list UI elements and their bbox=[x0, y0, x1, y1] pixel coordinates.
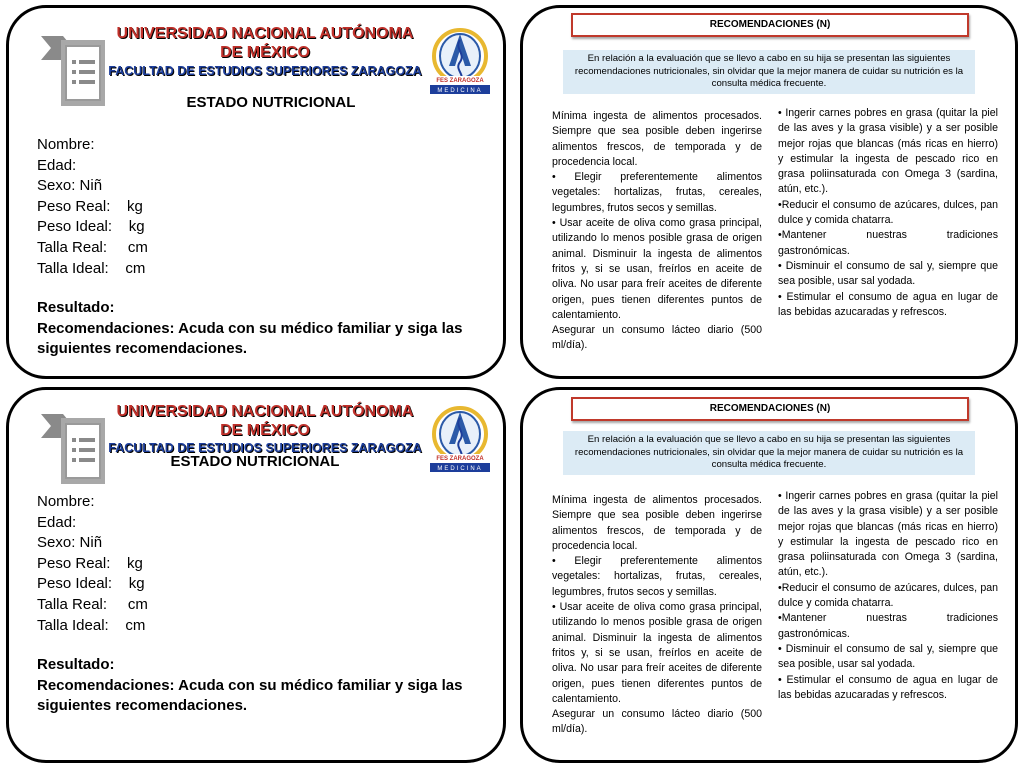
fes-zaragoza-logo bbox=[427, 404, 493, 474]
field-nombre: Nombre: bbox=[37, 493, 95, 510]
recommendations-card-1 bbox=[520, 5, 1018, 379]
recommendations-text: Recomendaciones: Acuda con su médico familiar y siga las siguientes recomendaciones. bbox=[37, 676, 463, 715]
recommendation-item: • Estimular el consumo de agua en lugar de las bebidas azucaradas y refrescos. bbox=[778, 290, 998, 318]
recommendation-item: •Reducir el consumo de azúcares, dulces, pan dulce y comida chatarra. bbox=[778, 581, 998, 610]
recommendation-item: • Usar aceite de oliva como grasa principal, utilizando lo menos posible grasa de origen animal. Disminuir la ingesta de alimentos fritos y, si se usan, freírlos en aceite de oliva. No usar para freír aceites de diferente origen, pues tienen diferentes puntos de calentamiento. bbox=[552, 601, 762, 705]
recommendation-item: Asegurar un consumo lácteo diario (500 ml/día). bbox=[552, 324, 762, 352]
field-edad: Edad: bbox=[37, 156, 77, 174]
recommendation-item: Mínima ingesta de alimentos procesados. Siempre que sea posible deben ingerirse alimentos frescos, de temporada y de procedencia local. bbox=[552, 494, 762, 552]
patient-fields bbox=[37, 492, 148, 636]
recommendations-intro: En relación a la evaluación que se llevo a cabo en su hija se presentan las siguientes recomendaciones nutricionales, sin olvidar que la mejor manera de cuidar su nutrición es la consulta médica frecuente. bbox=[563, 50, 975, 94]
university-title: UNIVERSIDAD NACIONAL AUTÓNOMA DE MÉXICO bbox=[116, 25, 414, 61]
faculty-title: FACULTAD DE ESTUDIOS SUPERIORES ZARAGOZA bbox=[108, 441, 422, 455]
recommendation-item: • Disminuir el consumo de sal y, siempre que sea posible, usar sal yodada. bbox=[778, 259, 998, 288]
university-title: UNIVERSIDAD NACIONAL AUTÓNOMA DE MÉXICO bbox=[116, 403, 414, 439]
field-talla-real: Talla Real: cm bbox=[37, 595, 148, 613]
recommendation-item: • Estimular el consumo de agua en lugar de las bebidas azucaradas y refrescos. bbox=[778, 673, 998, 701]
field-peso-ideal: Peso Ideal: kg bbox=[37, 218, 145, 236]
recommendations-left-column bbox=[552, 493, 762, 738]
page-title: ESTADO NUTRICIONAL bbox=[186, 94, 356, 111]
nutrition-status-card-1 bbox=[6, 5, 506, 379]
result-label: Resultado: bbox=[37, 299, 115, 316]
document-list-icon bbox=[39, 30, 109, 110]
recommendations-card-2 bbox=[520, 387, 1018, 763]
recommendation-item: • Elegir preferentemente alimentos vegetales: hortalizas, frutas, cereales, legumbres, frutos secos y semillas. bbox=[552, 555, 762, 598]
field-peso-ideal: Peso Ideal: kg bbox=[37, 575, 145, 593]
svg-text:FES ZARAGOZA: FES ZARAGOZA bbox=[436, 456, 484, 462]
recommendation-item: • Elegir preferentemente alimentos vegetales: hortalizas, frutas, cereales, legumbres, frutos secos y semillas. bbox=[552, 171, 762, 214]
field-talla-real: Talla Real: cm bbox=[37, 238, 148, 256]
recommendation-item: • Ingerir carnes pobres en grasa (quitar la piel de las aves y la grasa visible) y a ser posible mejor rojas que blancas (más ricas en hierro) y estimular la ingesta de pescado rico en grasa poliinsaturada con Omega 3 (sardina, atún, etc.). bbox=[778, 107, 998, 196]
field-talla-ideal: Talla Ideal: cm bbox=[37, 259, 146, 277]
recommendations-right-column bbox=[778, 489, 998, 703]
recommendation-item: •Reducir el consumo de azúcares, dulces, pan dulce y comida chatarra. bbox=[778, 198, 998, 227]
recommendations-intro: En relación a la evaluación que se llevo a cabo en su hija se presentan las siguientes recomendaciones nutricionales, sin olvidar que la mejor manera de cuidar su nutrición es la consulta médica frecuente. bbox=[563, 431, 975, 475]
page-title: ESTADO NUTRICIONAL bbox=[170, 453, 340, 470]
recommendations-header: RECOMENDACIONES (N) bbox=[571, 397, 969, 421]
svg-text:MEDICINA: MEDICINA bbox=[437, 466, 483, 472]
recommendations-left-column bbox=[552, 109, 762, 354]
svg-text:FES ZARAGOZA: FES ZARAGOZA bbox=[436, 78, 484, 84]
field-peso-real: Peso Real: kg bbox=[37, 197, 143, 215]
field-peso-real: Peso Real: kg bbox=[37, 554, 143, 572]
svg-text:MEDICINA: MEDICINA bbox=[437, 88, 483, 94]
result-label: Resultado: bbox=[37, 656, 115, 673]
field-edad: Edad: bbox=[37, 513, 77, 531]
field-sexo: Sexo: Niñ bbox=[37, 177, 103, 195]
recommendation-item: • Ingerir carnes pobres en grasa (quitar la piel de las aves y la grasa visible) y a ser posible mejor rojas que blancas (más ricas en hierro) y estimular la ingesta de pescado rico en grasa poliinsaturada con Omega 3 (sardina, atún, etc.). bbox=[778, 490, 998, 579]
field-nombre: Nombre: bbox=[37, 136, 95, 153]
recommendations-header: RECOMENDACIONES (N) bbox=[571, 13, 969, 37]
result-section bbox=[37, 298, 477, 360]
faculty-title: FACULTAD DE ESTUDIOS SUPERIORES ZARAGOZA bbox=[108, 64, 422, 78]
recommendation-item: • Disminuir el consumo de sal y, siempre que sea posible, usar sal yodada. bbox=[778, 642, 998, 671]
result-section bbox=[37, 655, 477, 717]
recommendations-text: Recomendaciones: Acuda con su médico familiar y siga las siguientes recomendaciones. bbox=[37, 319, 463, 358]
recommendation-item: •Mantener nuestras tradiciones gastronómicas. bbox=[778, 612, 998, 640]
document-list-icon bbox=[39, 408, 109, 488]
field-talla-ideal: Talla Ideal: cm bbox=[37, 616, 146, 634]
recommendation-item: •Mantener nuestras tradiciones gastronómicas. bbox=[778, 229, 998, 257]
patient-fields bbox=[37, 135, 148, 279]
recommendation-item: Mínima ingesta de alimentos procesados. Siempre que sea posible deben ingerirse alimentos frescos, de temporada y de procedencia local. bbox=[552, 110, 762, 168]
nutrition-status-card-2 bbox=[6, 387, 506, 763]
recommendation-item: Asegurar un consumo lácteo diario (500 ml/día). bbox=[552, 708, 762, 736]
field-sexo: Sexo: Niñ bbox=[37, 534, 103, 552]
recommendation-item: • Usar aceite de oliva como grasa principal, utilizando lo menos posible grasa de origen animal. Disminuir la ingesta de alimentos fritos y, si se usan, freírlos en aceite de oliva. No usar para freír aceites de diferente origen, pues tienen diferentes puntos de calentamiento. bbox=[552, 217, 762, 321]
fes-zaragoza-logo bbox=[427, 26, 493, 96]
recommendations-right-column bbox=[778, 106, 998, 320]
